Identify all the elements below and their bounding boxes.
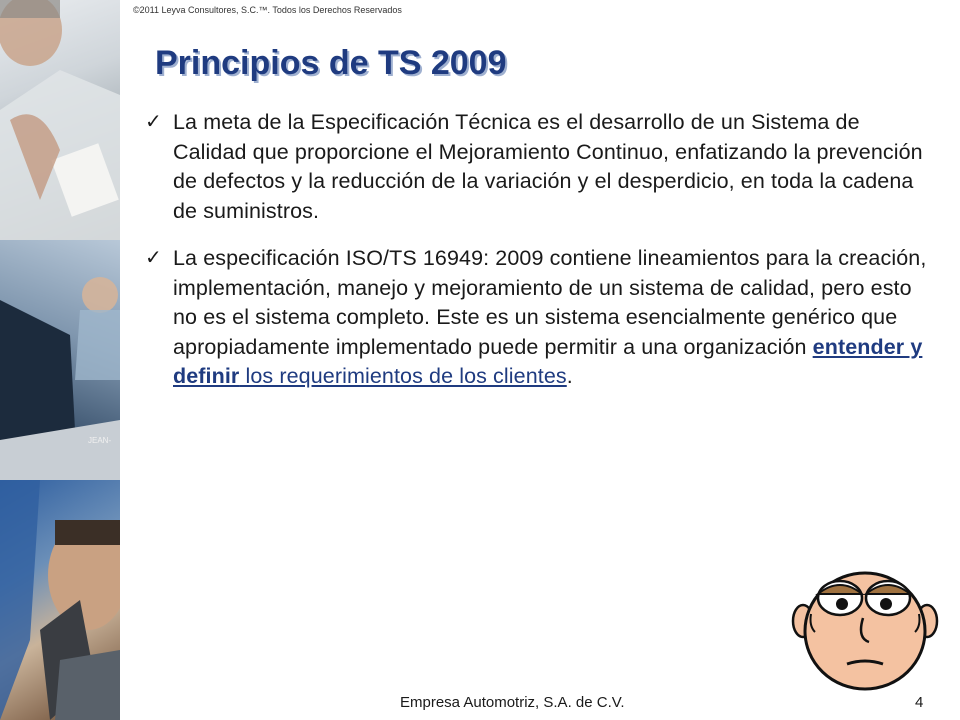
side-photo-strip (0, 0, 120, 720)
cartoon-face-icon (785, 566, 945, 696)
photo-laptop (0, 240, 120, 480)
requirements-link-bold: entender y definir (173, 334, 923, 388)
slide-title: Principios de TS 2009 (155, 44, 507, 82)
bullet-1-text: La meta de la Especificación Técnica es el desarrollo de un Sistema de Calidad que proporcione el Mejoramiento Continuo, enfatizando la prevención de defectos y la reducción de la variación y el desperdicio, en toda la cadena de suministros. (173, 110, 923, 223)
footer-company: Empresa Automotriz, S.A. de C.V. (400, 694, 625, 711)
photo-man-phone-graphic (0, 480, 120, 720)
bullet-item-1 (145, 108, 935, 226)
bullet-list (145, 108, 935, 392)
copyright-notice: ©2011 Leyva Consultores, S.C.™. Todos los Derechos Reservados (133, 5, 402, 15)
photo-man-reading-graphic (0, 0, 120, 240)
page-number: 4 (915, 694, 924, 711)
checkmark-icon: ✓ (145, 247, 162, 269)
photo-laptop-graphic (0, 240, 120, 480)
photo-man-phone (0, 480, 120, 720)
bullet-item-2 (145, 244, 935, 392)
bullet-2-end: . (566, 364, 573, 388)
checkmark-icon: ✓ (145, 111, 162, 133)
requirements-link-rest: los requerimientos de los clientes (239, 364, 567, 388)
laptop-brand-text: JEAN- (88, 436, 112, 445)
photo-man-reading (0, 0, 120, 240)
bullet-2-text: La especificación ISO/TS 16949: 2009 contiene lineamientos para la creación, implementación, manejo y mejoramiento de un sistema de calidad, pero esto no es el sistema completo. Este es un sistema esencialmente genérico que apropiadamente implementado puede permitir a una organización (173, 246, 927, 359)
